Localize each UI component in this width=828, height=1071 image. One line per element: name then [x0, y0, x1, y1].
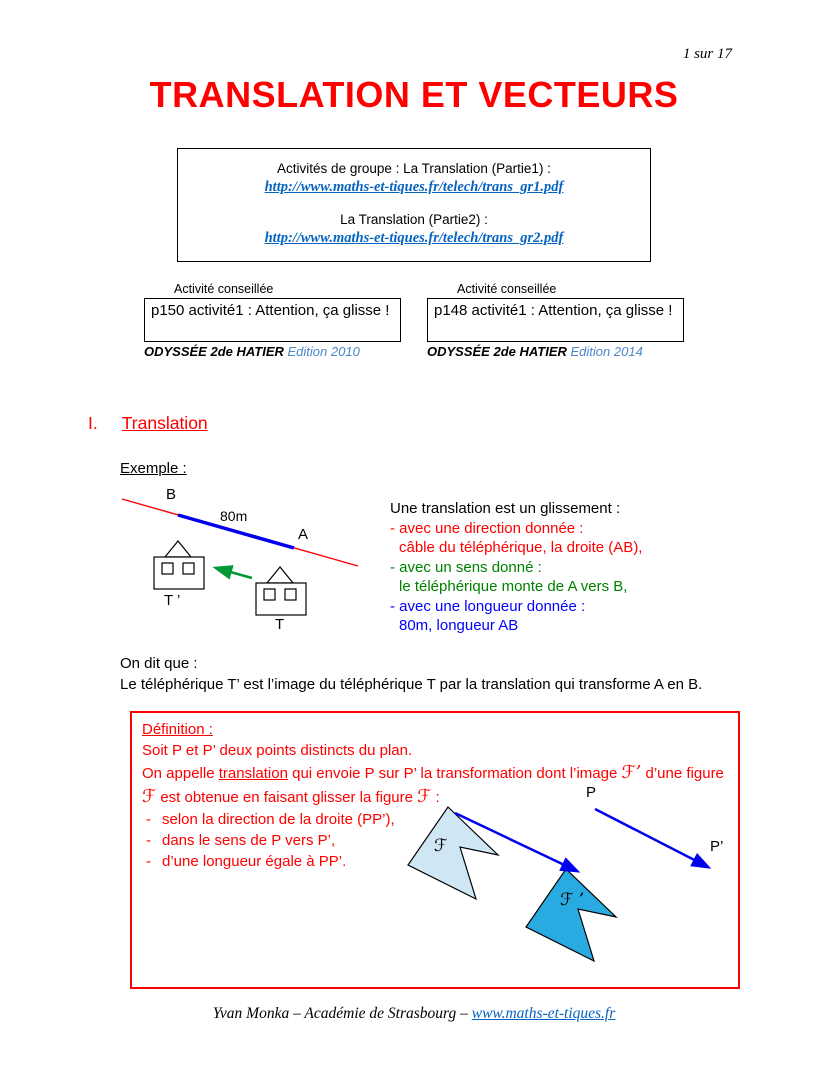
book-edition: Edition 2010	[287, 344, 360, 359]
group-activities-box	[177, 148, 651, 262]
footer-link[interactable]: www.maths-et-tiques.fr	[471, 1005, 616, 1022]
cabin-window	[285, 589, 296, 600]
explanation-longueur-detail: 80m, longueur AB	[399, 617, 519, 634]
point-a-label: A	[298, 526, 309, 543]
footer-text: Yvan Monka – Académie de Strasbourg –	[212, 1005, 472, 1022]
script-f-prime: ℱ’	[621, 762, 642, 783]
figure-f-label: ℱ	[434, 836, 448, 856]
statement-body: Le téléphérique T’ est l’image du téléphérique T par la translation qui transforme A en B.	[120, 676, 703, 693]
pdf-link-part2[interactable]: http://www.maths-et-tiques.fr/telech/trans_gr2.pdf	[264, 230, 564, 246]
t-prime-label: T ’	[164, 592, 181, 609]
point-b-label: B	[166, 486, 177, 503]
cabin-hanger	[165, 541, 191, 557]
p-prime-label: P’	[710, 838, 724, 855]
cabin-window	[264, 589, 275, 600]
script-f: ℱ	[142, 786, 157, 807]
figure-f-shape	[408, 807, 498, 899]
cabin-window	[183, 563, 194, 574]
cable-car-t	[256, 567, 306, 615]
cabin-hanger	[267, 567, 293, 583]
statement	[120, 653, 726, 695]
translation-explanation	[390, 483, 642, 641]
figure-f-prime-label: ℱ ’	[560, 890, 585, 910]
activity-2010	[144, 282, 401, 359]
translation-term: translation	[218, 765, 288, 782]
translation-figure-diagram	[380, 777, 732, 967]
t-label: T	[275, 616, 285, 633]
direction-arrow	[216, 568, 252, 578]
definition-text: qui envoie P sur P’ la transformation dont l’image	[287, 765, 622, 782]
definition-text: :	[431, 789, 440, 806]
definition-box	[130, 711, 740, 989]
cabin-window	[162, 563, 173, 574]
section-heading	[88, 413, 828, 434]
bullet-text: d’une longueur égale à PP’.	[162, 853, 347, 870]
section-title: Translation	[121, 413, 208, 433]
bullet-dash: -	[146, 853, 151, 870]
activity-book-line	[427, 344, 684, 359]
pdf-link-part1[interactable]: http://www.maths-et-tiques.fr/telech/trans_gr1.pdf	[264, 179, 564, 195]
definition-line1: Soit P et P’ deux points distincts du plan.	[142, 742, 413, 759]
definition-text: On appelle	[142, 765, 219, 782]
definition-title: Définition :	[142, 721, 213, 738]
explanation-direction: - avec une direction donnée :	[390, 519, 584, 537]
activities-row	[0, 282, 828, 359]
explanation-direction-detail: câble du téléphérique, la droite (AB),	[399, 539, 643, 556]
distance-label: 80m	[220, 508, 248, 524]
definition-text: est obtenue en faisant glisser la figure	[156, 789, 418, 806]
figure-f-prime-shape	[526, 869, 616, 961]
bullet-dash: -	[146, 811, 151, 828]
activity-box: p148 activité1 : Attention, ça glisse !	[427, 298, 684, 342]
book-title: ODYSSÉE 2de HATIER	[427, 344, 571, 359]
document-title: TRANSLATION ET VECTEURS	[149, 74, 679, 115]
cable-car-t-prime	[154, 541, 204, 589]
book-title: ODYSSÉE 2de HATIER	[144, 344, 288, 359]
explanation-sens-detail: le téléphérique monte de A vers B,	[399, 578, 628, 595]
activity-box: p150 activité1 : Attention, ça glisse !	[144, 298, 401, 342]
example-label: Exemple :	[120, 460, 187, 477]
statement-intro: On dit que :	[120, 655, 198, 672]
links-heading-part1: Activités de groupe : La Translation (Partie1) :	[277, 161, 551, 176]
activity-label: Activité conseillée	[457, 282, 557, 296]
footer	[0, 1005, 828, 1023]
pp-translation-arrow	[595, 809, 708, 867]
page-number: 1 sur 17	[682, 46, 732, 62]
explanation-sens: - avec un sens donné :	[390, 558, 542, 576]
section-numeral: I.	[88, 413, 98, 433]
script-f: ℱ	[417, 786, 432, 807]
bullet-text: selon la direction de la droite (PP’),	[162, 811, 395, 828]
bullet-text: dans le sens de P vers P’,	[162, 832, 336, 849]
book-edition: Edition 2014	[570, 344, 643, 359]
explanation-intro: Une translation est un glissement :	[390, 500, 621, 517]
explanation-longueur: - avec une longueur donnée :	[390, 597, 586, 615]
bullet-dash: -	[146, 832, 151, 849]
cable-car-diagram	[108, 483, 376, 641]
example-row	[108, 483, 828, 641]
activity-book-line	[144, 344, 401, 359]
definition-text: d’une figure	[641, 765, 724, 782]
activity-label: Activité conseillée	[174, 282, 274, 296]
links-heading-part2: La Translation (Partie2) :	[340, 212, 488, 227]
p-label: P	[586, 784, 597, 801]
activity-2014	[427, 282, 684, 359]
